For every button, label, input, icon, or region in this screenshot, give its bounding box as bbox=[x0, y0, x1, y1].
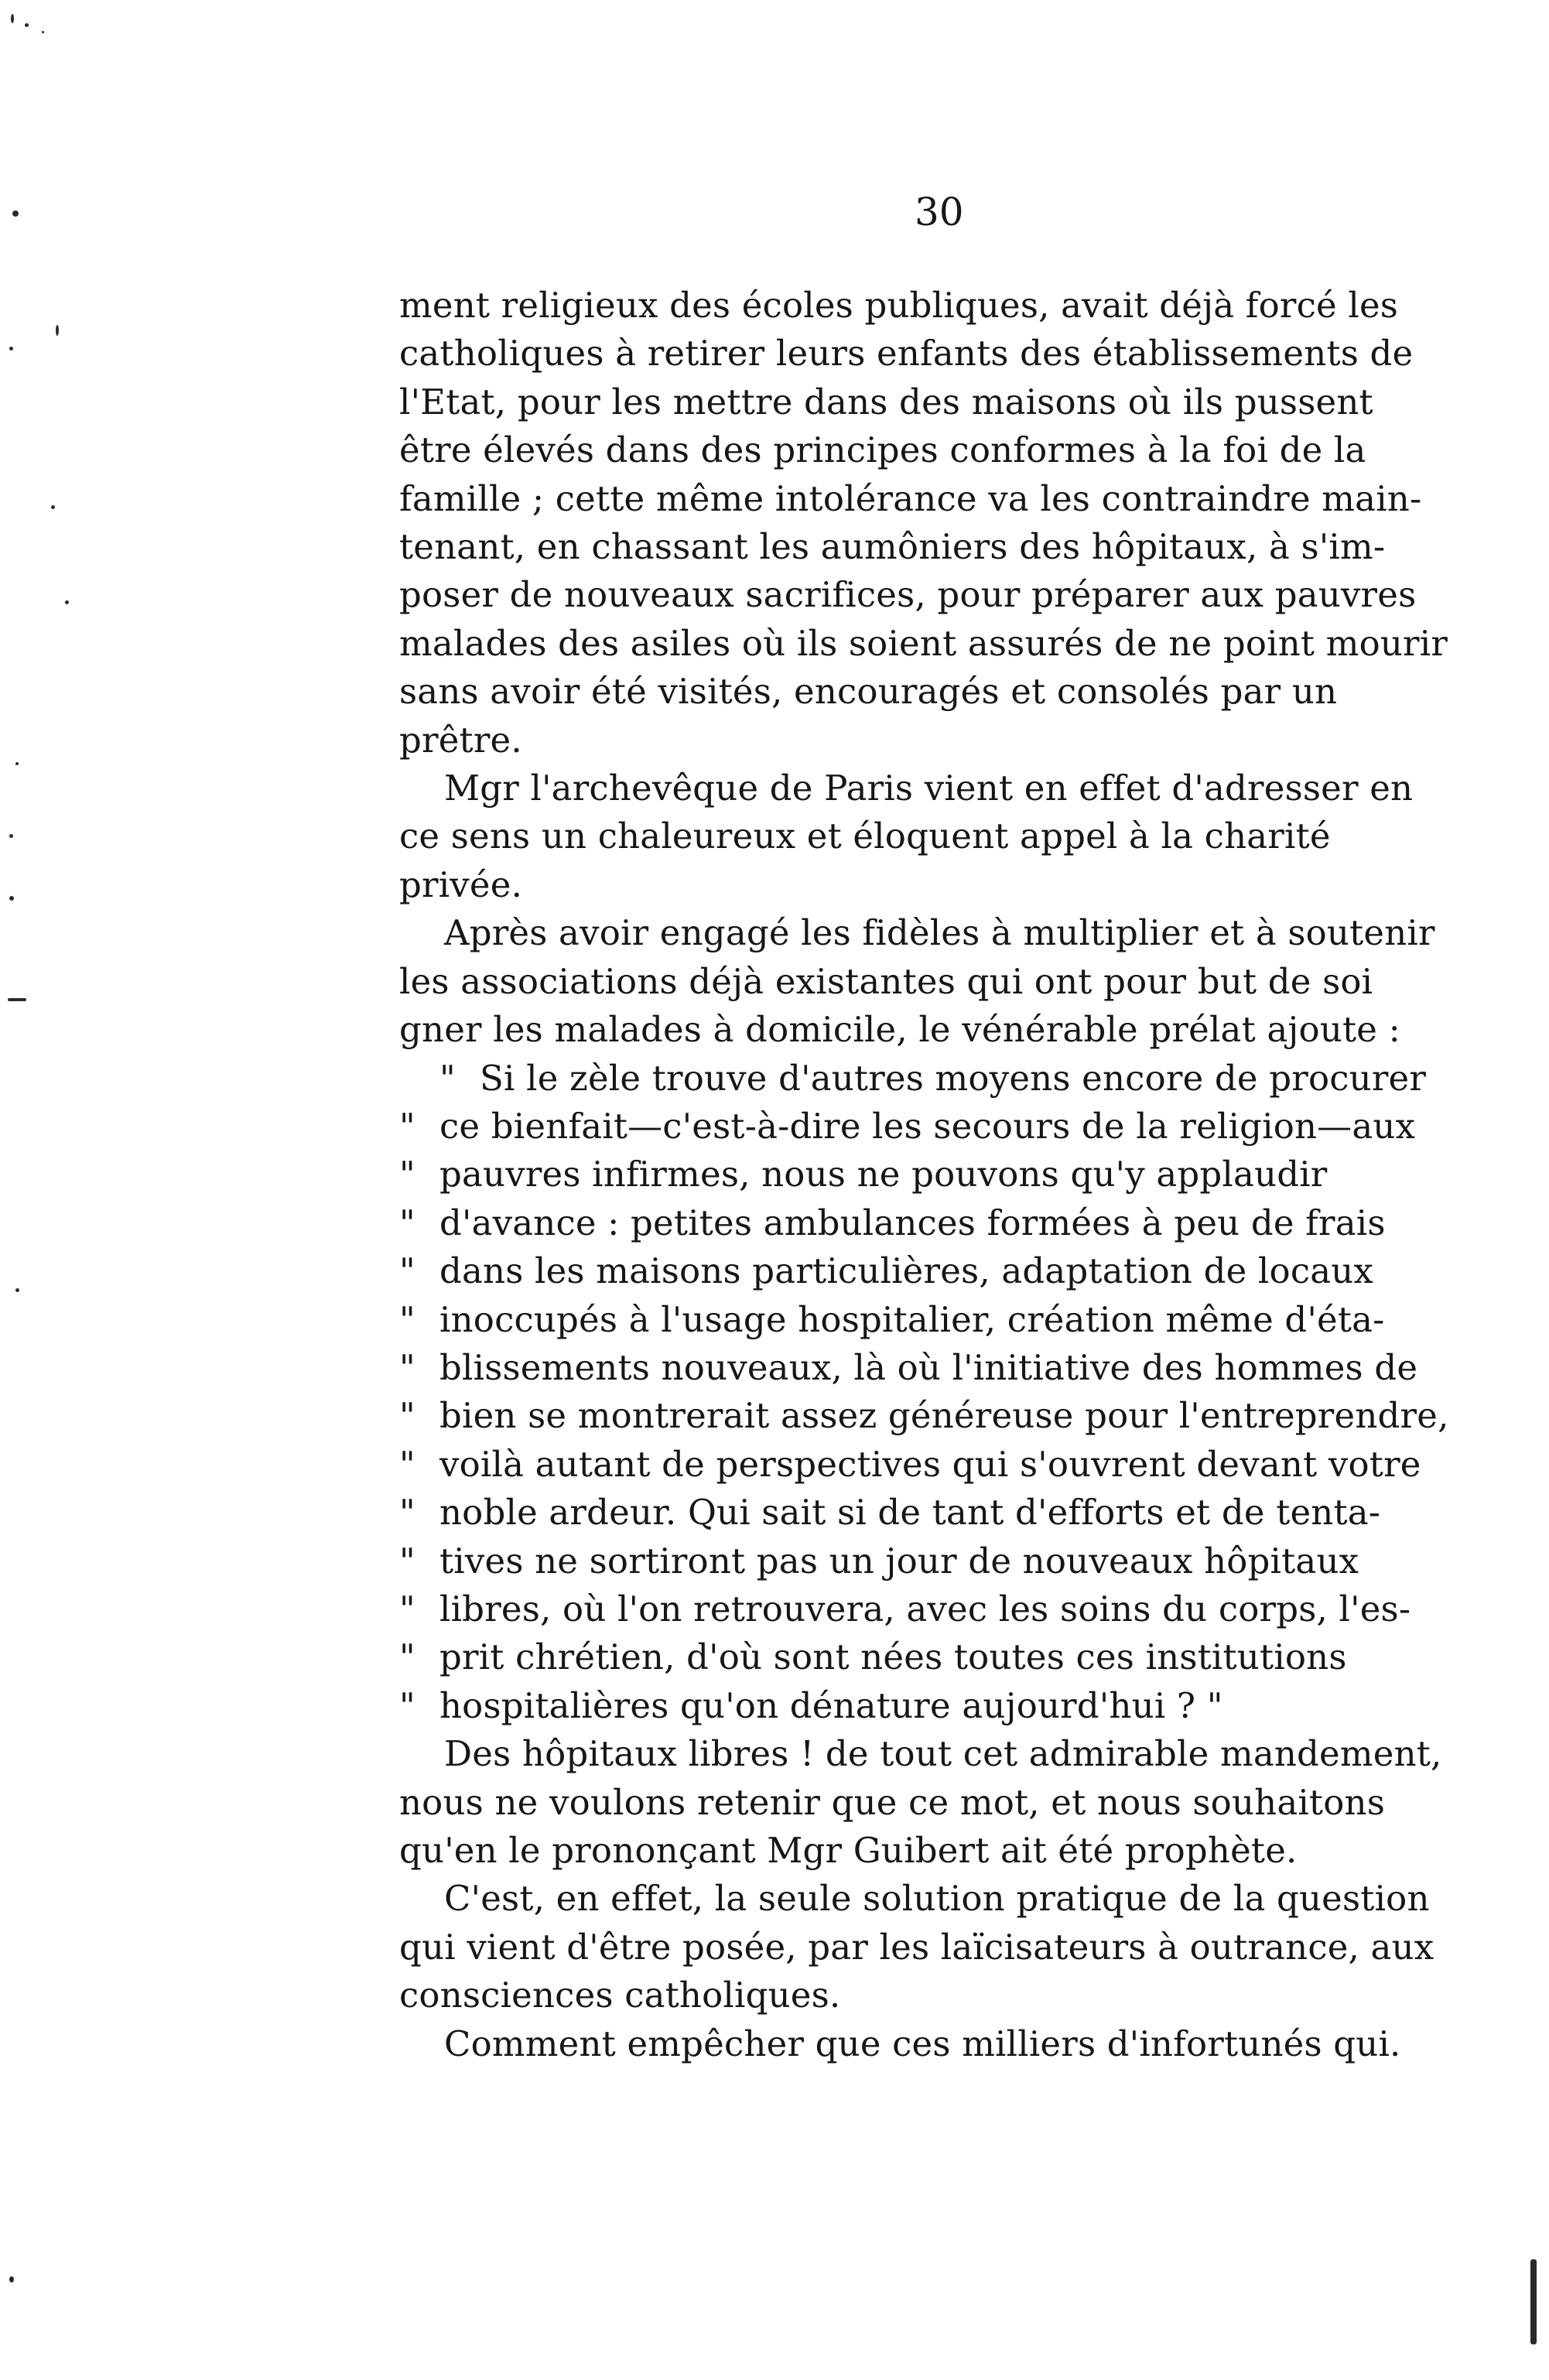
quote-text: noble ardeur. Qui sait si de tant d'efforts et de tenta- bbox=[439, 1492, 1381, 1534]
scan-speck bbox=[15, 762, 19, 765]
scan-speck bbox=[9, 2276, 14, 2283]
quote-mark: " bbox=[399, 1540, 415, 1582]
quote-line bbox=[399, 1682, 1475, 1730]
text-line: les associations déjà existantes qui ont pour but de soi bbox=[399, 960, 1373, 1002]
quote-text: d'avance : petites ambulances formées à peu de frais bbox=[439, 1202, 1386, 1243]
scan-speck bbox=[11, 14, 14, 23]
paragraph-associations bbox=[399, 909, 1475, 1054]
scan-speck bbox=[15, 1288, 19, 1292]
text-line: qui vient d'être posée, par les laïcisateurs à outrance, aux bbox=[399, 1926, 1434, 1968]
paragraph-closing bbox=[399, 2020, 1475, 2068]
text-line: nous ne voulons retenir que ce mot, et nous souhaitons bbox=[399, 1781, 1385, 1823]
scan-speck bbox=[42, 31, 44, 33]
quote-text: tives ne sortiront pas un jour de nouveaux hôpitaux bbox=[439, 1540, 1359, 1582]
quote-mark: " bbox=[439, 1057, 456, 1099]
quote-line bbox=[399, 1103, 1475, 1151]
quote-line bbox=[399, 1537, 1475, 1585]
text-line: famille ; cette même intolérance va les contraindre main- bbox=[399, 477, 1422, 519]
quote-line bbox=[399, 1441, 1475, 1489]
quote-text: libres, où l'on retrouvera, avec les soins du corps, l'es- bbox=[439, 1588, 1411, 1629]
quote-mark: " bbox=[399, 1588, 415, 1629]
scan-speck bbox=[51, 505, 55, 509]
quote-line bbox=[399, 1247, 1475, 1295]
text-line: l'Etat, pour les mettre dans des maisons où ils pussent bbox=[399, 381, 1373, 422]
scan-speck bbox=[9, 834, 13, 838]
quote-text: ce bienfait—c'est-à-dire les secours de la religion—aux bbox=[439, 1105, 1416, 1147]
quote-mark: " bbox=[399, 1154, 415, 1195]
paragraph-solution bbox=[399, 1875, 1475, 2019]
quote-mark: " bbox=[399, 1105, 415, 1147]
quote-text: prit chrétien, d'où sont nées toutes ces institutions bbox=[439, 1636, 1347, 1678]
quote-mark: " bbox=[399, 1298, 415, 1340]
quote-mark: " bbox=[399, 1395, 415, 1437]
scan-speck bbox=[25, 23, 29, 27]
text-line: privée. bbox=[399, 863, 523, 905]
quote-text: inoccupés à l'usage hospitalier, création même d'éta- bbox=[439, 1298, 1385, 1340]
scan-speck bbox=[9, 347, 13, 351]
text-line: être élevés dans des principes conformes à la foi de la bbox=[399, 429, 1366, 471]
paragraph-archbishop bbox=[399, 764, 1475, 909]
quote-line bbox=[399, 1392, 1475, 1440]
quote-line bbox=[399, 1344, 1475, 1392]
text-line: tenant, en chassant les aumôniers des hôpitaux, à s'im- bbox=[399, 526, 1386, 568]
quotation-block bbox=[399, 1055, 1475, 1731]
quote-text: blissements nouveaux, là où l'initiative des hommes de bbox=[439, 1346, 1418, 1388]
text-line: gner les malades à domicile, le vénérable prélat ajoute : bbox=[399, 1009, 1400, 1051]
quote-mark: " bbox=[399, 1443, 415, 1485]
scan-speck bbox=[56, 325, 59, 336]
quote-line bbox=[399, 1151, 1475, 1199]
quote-line bbox=[399, 1055, 1475, 1103]
scan-speck bbox=[9, 896, 14, 901]
text-line: catholiques à retirer leurs enfants des établissements de bbox=[399, 333, 1414, 374]
text-line: Mgr l'archevêque de Paris vient en effet d'adresser en bbox=[444, 768, 1414, 809]
text-line: Après avoir engagé les fidèles à multiplier et à soutenir bbox=[444, 912, 1435, 954]
quote-line bbox=[399, 1585, 1475, 1633]
paragraph-free-hospitals bbox=[399, 1730, 1475, 1875]
text-line: Des hôpitaux libres ! de tout cet admirable mandement, bbox=[444, 1733, 1442, 1775]
scan-speck bbox=[1530, 2259, 1537, 2344]
quote-text: voilà autant de perspectives qui s'ouvrent devant votre bbox=[439, 1443, 1421, 1485]
text-line: poser de nouveaux sacrifices, pour préparer aux pauvres bbox=[399, 574, 1417, 616]
quote-mark: " bbox=[399, 1684, 415, 1726]
quote-text: bien se montrerait assez généreuse pour l'entreprendre, bbox=[439, 1395, 1449, 1437]
text-line: qu'en le prononçant Mgr Guibert ait été prophète. bbox=[399, 1830, 1298, 1871]
quote-text: pauvres infirmes, nous ne pouvons qu'y applaudir bbox=[439, 1154, 1328, 1195]
text-line: ment religieux des écoles publiques, avait déjà forcé les bbox=[399, 285, 1399, 326]
quote-mark: " bbox=[399, 1636, 415, 1678]
quote-text: hospitalières qu'on dénature aujourd'hui ? " bbox=[439, 1684, 1223, 1726]
scan-speck bbox=[12, 210, 19, 217]
paragraph-continuation bbox=[399, 282, 1475, 764]
scan-speck bbox=[8, 998, 26, 1001]
quote-line bbox=[399, 1296, 1475, 1344]
quote-mark: " bbox=[399, 1202, 415, 1243]
text-line: malades des asiles où ils soient assurés de ne point mourir bbox=[399, 622, 1448, 664]
body-text bbox=[399, 282, 1475, 2068]
text-line: prêtre. bbox=[399, 719, 522, 761]
quote-text: Si le zèle trouve d'autres moyens encore de procurer bbox=[480, 1057, 1427, 1099]
quote-line bbox=[399, 1199, 1475, 1247]
quote-mark: " bbox=[399, 1492, 415, 1534]
quote-line bbox=[399, 1633, 1475, 1681]
quote-text: dans les maisons particulières, adaptation de locaux bbox=[439, 1250, 1374, 1292]
quote-mark: " bbox=[399, 1346, 415, 1388]
text-line: C'est, en effet, la seule solution pratique de la question bbox=[444, 1878, 1430, 1920]
quote-mark: " bbox=[399, 1250, 415, 1292]
page-number: 30 bbox=[915, 190, 964, 234]
text-line: ce sens un chaleureux et éloquent appel à la charité bbox=[399, 816, 1331, 857]
scan-speck bbox=[65, 600, 69, 604]
text-line: Comment empêcher que ces milliers d'infortunés qui. bbox=[444, 2023, 1401, 2064]
text-line: consciences catholiques. bbox=[399, 1975, 841, 2016]
quote-line bbox=[399, 1489, 1475, 1537]
text-line: sans avoir été visités, encouragés et consolés par un bbox=[399, 671, 1338, 713]
